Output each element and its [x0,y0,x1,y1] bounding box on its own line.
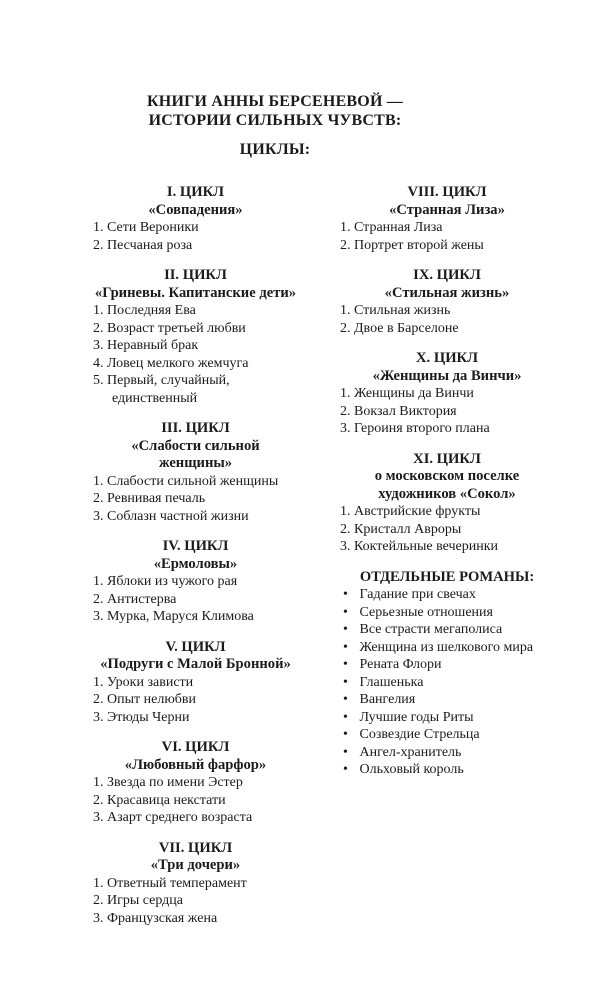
book-item [340,320,554,338]
cycle-heading: XI. ЦИКЛ [413,450,481,467]
book-title: Игры сердца [107,893,184,908]
book-item [340,604,554,622]
two-column-layout [0,184,609,940]
bullet-icon: • [343,744,348,760]
novels-heading: ОТДЕЛЬНЫЕ РОМАНЫ: [359,568,535,585]
book-item [340,521,554,539]
cycle-section [93,184,298,254]
cycle-subheading: «Совпадения» [148,201,243,218]
book-title: Коктейльные вечеринки [354,539,498,554]
book-item [340,385,554,403]
bullet-icon: • [343,727,348,742]
book-title: Австрийские фрукты [354,504,481,519]
cycle-section [93,639,298,727]
cycle-subheading: «Женщины да Винчи» [372,367,522,384]
cycle-heading: IV. ЦИКЛ [162,538,229,554]
book-title: Ангел-хранитель [359,744,462,760]
cycle-section [93,739,298,827]
item-number: 3. [340,539,351,554]
item-number: 2. [93,320,104,336]
book-item [93,691,298,709]
cycle-subheading: «Стильная жизнь» [384,284,510,301]
bullet-icon: • [343,692,348,707]
bullet-icon: • [343,604,348,620]
book-title: Портрет второй жены [354,237,484,253]
book-item [93,508,298,526]
bullet-icon: • [343,622,348,637]
item-number: 2. [93,893,104,908]
cycle-heading: II. ЦИКЛ [164,267,227,283]
item-number: 2. [340,320,351,336]
book-item [93,237,298,255]
book-item [93,910,298,928]
cycle-section [340,267,554,337]
item-number: 2. [93,792,104,808]
item-number: 5. [93,373,104,388]
book-item [340,726,554,744]
book-item [93,219,298,237]
book-item [340,586,554,604]
cycle-subheading: о московском поселке [374,468,520,484]
item-number: 2. [93,491,104,506]
book-title: Женщины да Винчи [354,386,474,401]
book-item [340,538,554,556]
book-item [340,503,554,521]
book-title: Мурка, Маруся Климова [107,609,254,624]
book-title: Двое в Барселоне [354,320,459,336]
book-item [93,674,298,692]
item-number: 2. [340,237,351,253]
book-item [340,621,554,639]
item-number: 4. [93,355,104,371]
cycle-section [340,350,554,438]
bullet-icon: • [343,587,348,602]
item-number: 3. [93,910,104,926]
item-number: 1. [340,220,351,235]
book-item [93,591,298,609]
item-number: 1. [93,574,104,589]
book-title: Французская жена [107,910,218,926]
cycle-heading: IX. ЦИКЛ [413,267,481,283]
book-title: Кристалл Авроры [354,521,462,537]
book-item [93,337,298,355]
cycle-section [93,840,298,928]
cycle-heading: VIII. ЦИКЛ [407,184,487,200]
book-item [93,792,298,810]
book-item [340,639,554,657]
book-title: Песчаная роза [107,237,193,253]
item-number: 1. [340,386,351,401]
bullet-icon: • [343,674,348,690]
book-title: Первый, случайный, единственный [107,373,230,406]
book-item [93,892,298,910]
book-item [93,709,298,727]
book-item [340,656,554,674]
book-item [340,302,554,320]
book-item [93,875,298,893]
book-title: Уроки зависти [107,674,194,690]
item-number: 1. [93,220,104,235]
cycle-subheading: «Три дочери» [150,857,241,873]
cycle-subheading: «Слабости сильной женщины» [131,437,260,471]
left-column [93,184,298,940]
book-item [93,490,298,508]
book-title: Антистерва [107,591,177,607]
book-item [340,674,554,692]
item-number: 1. [340,303,351,318]
cycle-subheading: «Подруги с Малой Бронной» [100,656,291,672]
book-item [93,809,298,827]
bullet-icon: • [343,762,348,777]
book-title: Лучшие годы Риты [359,709,474,725]
item-number: 1. [340,504,351,519]
book-item [340,219,554,237]
right-column [340,184,554,792]
novels-section [340,569,554,779]
page-title-line2: ИСТОРИИ СИЛЬНЫХ ЧУВСТВ: [148,112,402,129]
book-title: Рената Флори [359,657,442,672]
book-title: Азарт среднего возраста [107,810,253,825]
cycle-section [340,184,554,254]
book-item [340,744,554,762]
book-title: Этюды Черни [107,709,190,725]
book-item [340,761,554,779]
book-title: Ревнивая печаль [107,491,206,506]
bullet-icon: • [343,709,348,725]
cycle-subheading: художников «Сокол» [378,485,516,502]
book-item [340,237,554,255]
cycle-heading: I. ЦИКЛ [166,184,225,200]
cycle-heading: VI. ЦИКЛ [161,739,230,755]
bullet-icon: • [343,657,348,672]
item-number: 1. [93,473,104,489]
page-title-line1: КНИГИ АННЫ БЕРСЕНЕВОЙ — [147,93,403,110]
item-number: 2. [93,591,104,607]
cycle-section [93,538,298,626]
book-item [93,473,298,491]
item-number: 3. [340,421,351,436]
book-title: Сети Вероники [107,220,199,235]
item-number: 1. [93,674,104,690]
item-number: 1. [93,875,104,891]
book-title: Ольховый король [359,762,464,777]
book-title: Звезда по имени Эстер [107,775,243,790]
item-number: 2. [340,403,351,419]
cycle-subheading: «Любовный фарфор» [124,756,267,773]
book-title: Женщина из шелкового мира [359,639,534,655]
book-title: Героиня второго плана [354,421,490,436]
book-title: Глашенька [359,674,424,690]
book-title: Возраст третьей любви [107,320,246,336]
item-number: 2. [93,692,104,707]
book-title: Серьезные отношения [359,604,493,620]
book-item [340,691,554,709]
book-title: Вокзал Виктория [354,403,457,419]
cycle-section [93,267,298,407]
book-title: Ответный темперамент [107,875,247,891]
book-title: Опыт нелюбви [107,692,197,707]
cycle-heading: X. ЦИКЛ [416,350,478,366]
item-number: 1. [93,775,104,790]
item-number: 1. [93,303,104,318]
item-number: 3. [93,338,104,353]
book-item [93,774,298,792]
cycle-subheading: «Ермоловы» [153,555,238,572]
book-title: Ловец мелкого жемчуга [107,355,249,371]
cycle-subheading: «Странная Лиза» [389,201,505,218]
page-header [90,0,460,159]
book-title: Яблоки из чужого рая [107,574,238,589]
book-title: Стильная жизнь [354,303,451,318]
cycle-subheading: «Гриневы. Капитанские дети» [94,284,297,301]
book-title: Гадание при свечах [359,587,476,602]
book-title: Созвездие Стрельца [359,727,480,742]
book-title: Вангелия [359,692,416,707]
book-item [93,608,298,626]
book-item [93,320,298,338]
book-item [93,372,298,407]
book-title: Странная Лиза [354,220,443,235]
book-item [340,403,554,421]
book-title: Соблазн частной жизни [107,508,249,524]
book-item [93,302,298,320]
cycle-section [340,451,554,556]
page-subtitle: ЦИКЛЫ: [239,141,311,158]
item-number: 2. [340,521,351,537]
book-title: Все страсти мегаполиса [359,622,503,637]
item-number: 3. [93,609,104,624]
cycle-section [93,420,298,525]
book-item [93,573,298,591]
cycle-heading: VII. ЦИКЛ [158,839,233,856]
book-item [340,420,554,438]
item-number: 3. [93,508,104,524]
book-item [340,709,554,727]
item-number: 3. [93,810,104,825]
bullet-icon: • [343,639,348,655]
cycle-heading: V. ЦИКЛ [165,638,226,655]
book-title: Слабости сильной женщины [107,473,279,489]
book-title: Неравный брак [107,338,199,353]
cycle-heading: III. ЦИКЛ [161,420,230,436]
book-title: Последняя Ева [107,303,196,318]
book-title: Красавица некстати [107,792,226,808]
book-item [93,355,298,373]
item-number: 3. [93,709,104,725]
item-number: 2. [93,237,104,253]
